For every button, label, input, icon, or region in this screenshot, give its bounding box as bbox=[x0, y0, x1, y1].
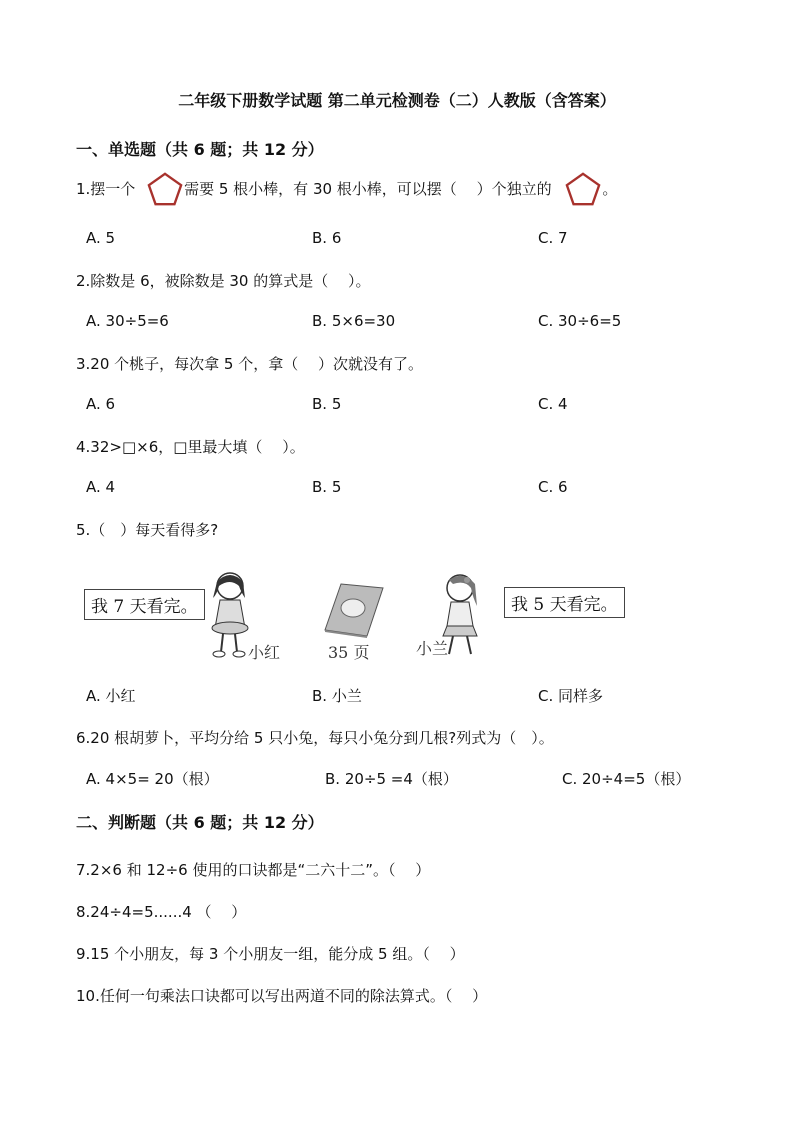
judge-question-10: 10.任何一句乘法口诀都可以写出两道不同的除法算式。（ ） bbox=[76, 987, 488, 1005]
option-b[interactable]: B. 5 bbox=[312, 478, 342, 496]
judge-question-9: 9.15 个小朋友，每 3 个小朋友一组，能分成 5 组。（ ） bbox=[76, 945, 465, 963]
name-xiaolan: 小兰 bbox=[416, 639, 449, 658]
option-a[interactable]: A. 4 bbox=[86, 478, 116, 496]
pentagon-icon bbox=[146, 171, 184, 207]
option-b[interactable]: B. 小兰 bbox=[312, 687, 362, 705]
option-c[interactable]: C. 6 bbox=[538, 478, 568, 496]
option-b[interactable]: B. 5×6=30 bbox=[312, 312, 396, 330]
option-b[interactable]: B. 5 bbox=[312, 395, 342, 413]
question-3: 3.20 个桃子，每次拿 5 个，拿（ ）次就没有了。 bbox=[76, 355, 424, 373]
question-text: 需要 5 根小棒，有 30 根小棒，可以摆（ ）个独立的 bbox=[184, 180, 552, 198]
option-c[interactable]: C. 同样多 bbox=[538, 687, 604, 705]
page-title: 二年级下册数学试题 第二单元检测卷（二）人教版（含答案） bbox=[178, 91, 616, 110]
book-illustration bbox=[323, 582, 385, 638]
option-a[interactable]: A. 30÷5=6 bbox=[86, 312, 169, 330]
pentagon-icon bbox=[564, 171, 602, 207]
question-1: 1.摆一个 需要 5 根小棒，有 30 根小棒，可以摆（ ）个独立的 。 bbox=[76, 178, 617, 201]
option-a[interactable]: A. 小红 bbox=[86, 687, 136, 705]
question-text: 1.摆一个 bbox=[76, 180, 136, 198]
section-heading-single-choice: 一、单选题（共 6 题；共 12 分） bbox=[76, 140, 324, 159]
option-a[interactable]: A. 6 bbox=[86, 395, 116, 413]
option-c[interactable]: C. 7 bbox=[538, 229, 568, 247]
speech-bubble-right: 我 5 天看完。 bbox=[504, 587, 625, 618]
judge-question-8: 8.24÷4=5......4 （ ） bbox=[76, 903, 247, 921]
option-b[interactable]: B. 20÷5 =4（根） bbox=[325, 770, 458, 788]
book-pages-label: 35 页 bbox=[328, 643, 370, 662]
option-c[interactable]: C. 30÷6=5 bbox=[538, 312, 622, 330]
question-6: 6.20 根胡萝卜，平均分给 5 只小兔，每只小兔分到几根?列式为（ ）。 bbox=[76, 729, 554, 747]
question-5: 5.（ ）每天看得多? bbox=[76, 521, 219, 539]
option-c[interactable]: C. 4 bbox=[538, 395, 568, 413]
speech-bubble-left: 我 7 天看完。 bbox=[84, 589, 205, 620]
question-2: 2.除数是 6，被除数是 30 的算式是（ ）。 bbox=[76, 272, 371, 290]
option-c[interactable]: C. 20÷4=5（根） bbox=[562, 770, 691, 788]
section-heading-true-false: 二、判断题（共 6 题；共 12 分） bbox=[76, 813, 324, 832]
name-xiaohong: 小红 bbox=[248, 643, 281, 662]
option-a[interactable]: A. 4×5= 20（根） bbox=[86, 770, 219, 788]
question-4: 4.32>□×6，□里最大填（ ）。 bbox=[76, 438, 305, 456]
option-b[interactable]: B. 6 bbox=[312, 229, 342, 247]
girl-xiaolan-illustration bbox=[435, 570, 490, 662]
option-a[interactable]: A. 5 bbox=[86, 229, 116, 247]
reading-figure bbox=[80, 560, 640, 670]
judge-question-7: 7.2×6 和 12÷6 使用的口诀都是“二六十二”。（ ） bbox=[76, 861, 431, 879]
